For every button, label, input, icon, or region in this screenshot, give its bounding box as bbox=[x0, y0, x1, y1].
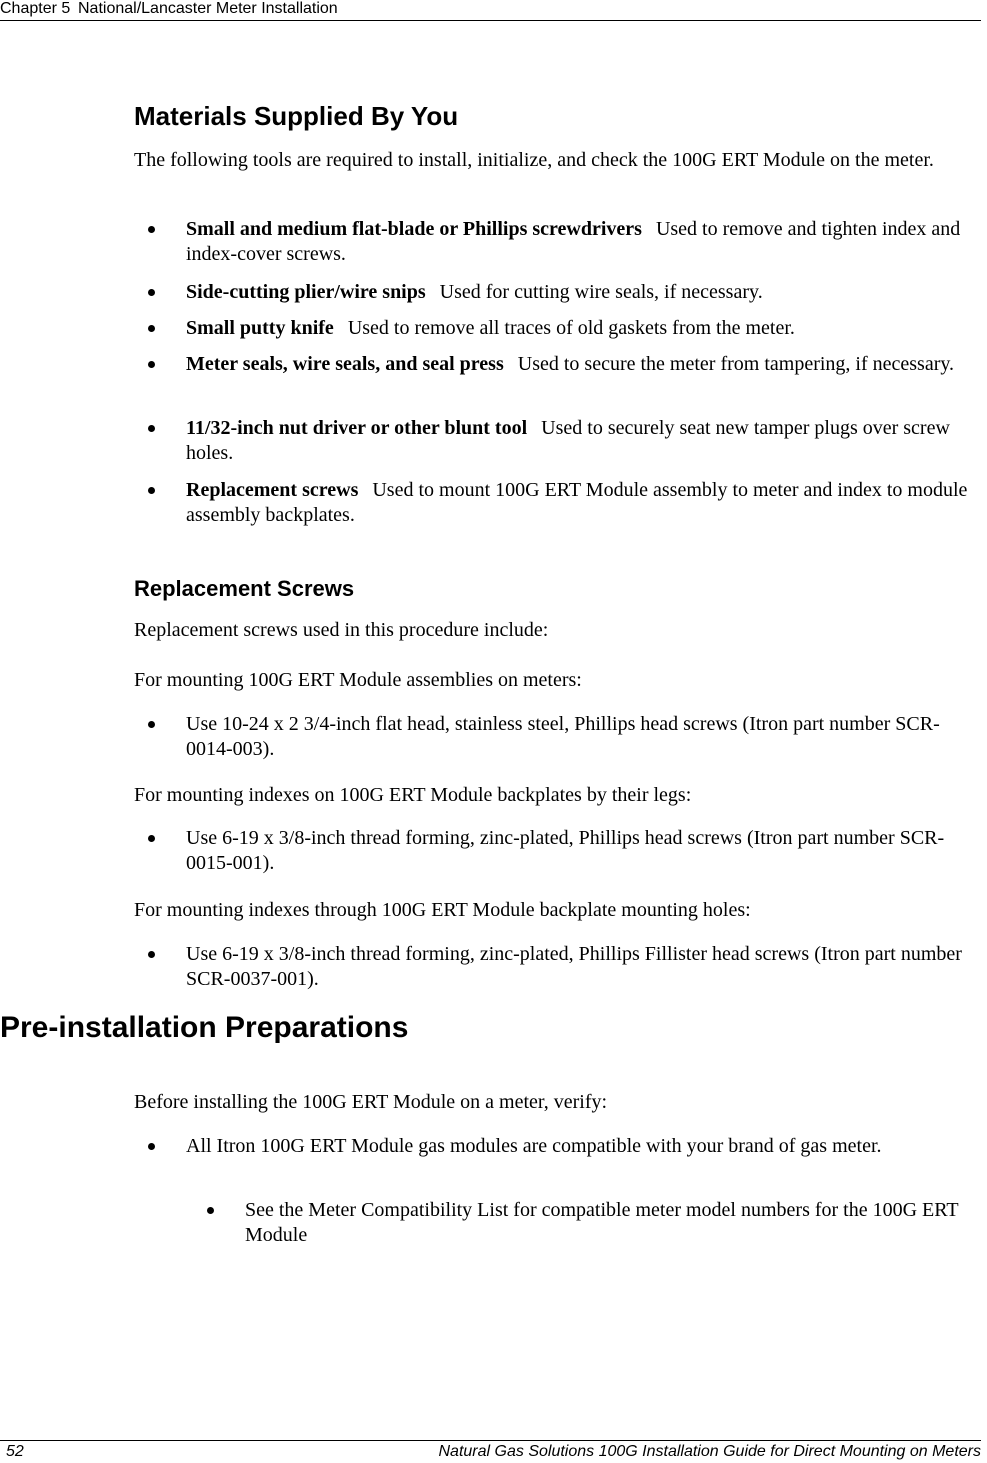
bullet-icon bbox=[148, 226, 155, 233]
item-text: Use 6-19 x 3/8-inch thread forming, zinc-plated, Phillips Fillister head screws (Itron part number SCR-0037-001). bbox=[186, 943, 962, 990]
list-item bbox=[186, 1134, 984, 1159]
section-heading-replacement-screws: Replacement Screws bbox=[134, 576, 355, 601]
bullet-icon bbox=[148, 835, 155, 842]
bullet-icon bbox=[148, 425, 155, 432]
item-description: Used for cutting wire seals, if necessary. bbox=[439, 281, 763, 303]
list-item bbox=[186, 352, 984, 377]
running-header bbox=[0, 0, 981, 21]
list-item bbox=[186, 942, 984, 992]
bullet-icon bbox=[148, 361, 155, 368]
item-text: All Itron 100G ERT Module gas modules are compatible with your brand of gas meter. bbox=[186, 1135, 882, 1157]
chapter-title: National/Lancaster Meter Installation bbox=[78, 0, 338, 17]
section-heading-preinstallation: Pre-installation Preparations bbox=[0, 1011, 409, 1044]
item-text: Use 10-24 x 2 3/4-inch flat head, stainless steel, Phillips head screws (Itron part number SCR-0014-003). bbox=[186, 713, 940, 760]
replacement-lead: For mounting 100G ERT Module assemblies on meters: bbox=[134, 669, 582, 691]
list-item bbox=[186, 826, 984, 876]
list-item bbox=[186, 478, 984, 528]
bullet-icon bbox=[148, 487, 155, 494]
materials-intro: The following tools are required to install, initialize, and check the 100G ERT Module on the meter. bbox=[134, 149, 934, 171]
bullet-icon bbox=[148, 721, 155, 728]
item-description: Used to secure the meter from tampering, if necessary. bbox=[517, 353, 955, 375]
item-term: Side-cutting plier/wire snips bbox=[186, 281, 426, 303]
item-term: Replacement screws bbox=[186, 479, 359, 501]
item-description: Used to mount 100G ERT Module assembly to meter and index to module assembly backplates. bbox=[186, 479, 968, 526]
replacement-lead: For mounting indexes through 100G ERT Module backplate mounting holes: bbox=[134, 899, 751, 921]
list-item bbox=[186, 316, 984, 341]
section-heading-materials: Materials Supplied By You bbox=[134, 101, 459, 131]
item-description: Used to remove all traces of old gaskets from the meter. bbox=[347, 317, 795, 339]
chapter-number: Chapter 5 bbox=[0, 0, 71, 17]
item-term: Small and medium flat-blade or Phillips screwdrivers bbox=[186, 218, 642, 240]
list-item bbox=[186, 280, 984, 305]
list-item bbox=[186, 712, 984, 762]
replacement-intro: Replacement screws used in this procedure include: bbox=[134, 619, 549, 641]
item-text: Use 6-19 x 3/8-inch thread forming, zinc-plated, Phillips head screws (Itron part number SCR-0015-001). bbox=[186, 827, 945, 874]
list-item bbox=[186, 217, 984, 267]
sub-list-item bbox=[245, 1198, 970, 1248]
bullet-icon bbox=[148, 1143, 155, 1150]
page-number: 52 bbox=[6, 1443, 24, 1460]
item-description: Used to remove and tighten index and index-cover screws. bbox=[186, 218, 961, 265]
preinstall-intro: Before installing the 100G ERT Module on a meter, verify: bbox=[134, 1091, 608, 1113]
bullet-icon bbox=[148, 951, 155, 958]
running-footer bbox=[0, 1440, 981, 1463]
bullet-icon bbox=[148, 325, 155, 332]
list-item bbox=[186, 416, 984, 466]
item-text: See the Meter Compatibility List for compatible meter model numbers for the 100G ERT Module bbox=[245, 1199, 959, 1246]
item-term: Small putty knife bbox=[186, 317, 334, 339]
bullet-icon bbox=[148, 289, 155, 296]
item-description: Used to securely seat new tamper plugs over screw holes. bbox=[186, 417, 950, 464]
replacement-lead: For mounting indexes on 100G ERT Module backplates by their legs: bbox=[134, 784, 692, 806]
item-term: Meter seals, wire seals, and seal press bbox=[186, 353, 504, 375]
book-title: Natural Gas Solutions 100G Installation Guide for Direct Mounting on Meters bbox=[438, 1443, 981, 1460]
bullet-icon bbox=[207, 1207, 214, 1214]
item-term: 11/32-inch nut driver or other blunt tool bbox=[186, 417, 528, 439]
